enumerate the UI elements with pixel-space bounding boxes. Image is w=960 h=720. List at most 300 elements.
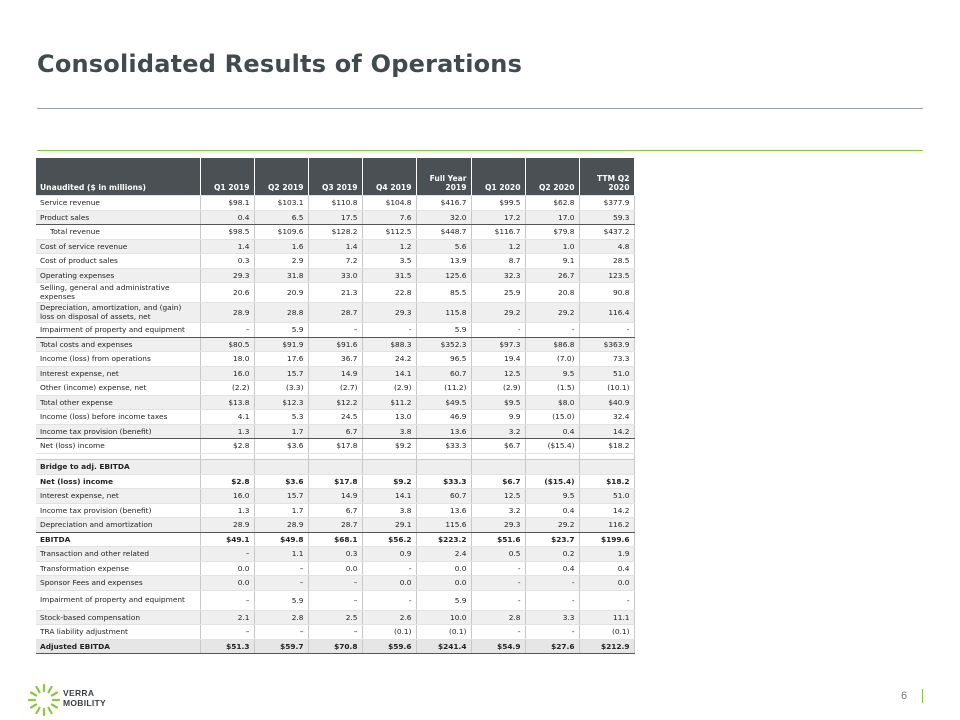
logo-ray [52, 705, 57, 708]
cell-value: (2.9) [471, 381, 525, 396]
cell-value: $98.5 [200, 225, 254, 240]
table-row [36, 489, 634, 504]
cell-value: 28.7 [308, 303, 362, 323]
row-label: Impairment of property and equipment [36, 590, 200, 610]
logo-ray [31, 705, 36, 708]
cell-value: – [254, 576, 308, 591]
row-label: Cost of service revenue [36, 239, 200, 254]
table-row [36, 254, 634, 269]
cell-value: 0.0 [308, 561, 362, 576]
cell-value: 0.0 [200, 561, 254, 576]
cell-value: 0.4 [579, 561, 634, 576]
table-row [36, 439, 634, 454]
cell-value: $79.8 [525, 225, 579, 240]
cell-value: $17.8 [308, 439, 362, 454]
cell-value: 85.5 [416, 283, 471, 303]
cell-value: 17.6 [254, 352, 308, 367]
row-label: Depreciation and amortization [36, 518, 200, 533]
cell-value: 51.0 [579, 366, 634, 381]
cell-value: - [525, 590, 579, 610]
row-label: Transformation expense [36, 561, 200, 576]
cell-value: 31.8 [254, 268, 308, 283]
table-header-row [36, 158, 634, 196]
logo-ray [49, 687, 52, 692]
cell-value: $8.0 [525, 395, 579, 410]
cell-value: ($15.4) [525, 474, 579, 489]
cell-value: 13.0 [362, 410, 416, 425]
table-row [36, 283, 634, 303]
cell-value: 28.9 [200, 303, 254, 323]
cell-value: - [471, 561, 525, 576]
cell-value: 28.9 [200, 518, 254, 533]
cell-value: – [200, 625, 254, 640]
cell-value: $9.2 [362, 474, 416, 489]
cell-value: 13.6 [416, 424, 471, 439]
row-label: Adjusted EBITDA [36, 639, 200, 654]
row-label: Impairment of property and equipment [36, 323, 200, 338]
row-label: Total revenue [36, 225, 200, 240]
cell-value: $9.5 [471, 395, 525, 410]
cell-value: - [525, 323, 579, 338]
cell-value: 51.0 [579, 489, 634, 504]
cell-value: 36.7 [308, 352, 362, 367]
table-row [36, 239, 634, 254]
cell-value: 3.3 [525, 610, 579, 625]
cell-value: 14.9 [308, 489, 362, 504]
row-label: TRA liability adjustment [36, 625, 200, 640]
cell-value: (2.7) [308, 381, 362, 396]
cell-value: $97.3 [471, 337, 525, 352]
cell-value: $62.8 [525, 196, 579, 211]
cell-value: – [200, 547, 254, 562]
cell-value: $103.1 [254, 196, 308, 211]
cell-value: $88.3 [362, 337, 416, 352]
cell-value: 5.9 [416, 590, 471, 610]
cell-value: $49.5 [416, 395, 471, 410]
cell-value: 9.5 [525, 489, 579, 504]
cell-value: 1.0 [525, 239, 579, 254]
row-label: Income tax provision (benefit) [36, 424, 200, 439]
column-header: Q3 2019 [308, 158, 362, 196]
row-label: Sponsor Fees and expenses [36, 576, 200, 591]
cell-value: 0.3 [308, 547, 362, 562]
cell-value: 2.8 [471, 610, 525, 625]
cell-value: (10.1) [579, 381, 634, 396]
cell-value: - [362, 561, 416, 576]
cell-value: $363.9 [579, 337, 634, 352]
cell-value: 0.0 [362, 576, 416, 591]
table-row [36, 395, 634, 410]
cell-value: 17.0 [525, 210, 579, 225]
cell-value: 0.0 [579, 576, 634, 591]
cell-value: 17.5 [308, 210, 362, 225]
cell-value: (0.1) [416, 625, 471, 640]
logo-ray [37, 708, 40, 713]
cell-value: 115.6 [416, 518, 471, 533]
cell-value: 25.9 [471, 283, 525, 303]
row-label: Operating expenses [36, 268, 200, 283]
cell-value: - [471, 323, 525, 338]
cell-value: 96.5 [416, 352, 471, 367]
cell-value: $40.9 [579, 395, 634, 410]
cell-value: 13.6 [416, 503, 471, 518]
cell-value: 0.4 [525, 424, 579, 439]
cell-value: $51.6 [471, 532, 525, 547]
cell-value: 1.2 [362, 239, 416, 254]
cell-value: - [471, 625, 525, 640]
cell-value: - [362, 590, 416, 610]
cell-value: 14.1 [362, 489, 416, 504]
table-row [36, 196, 634, 211]
cell-value: 28.9 [254, 518, 308, 533]
cell-value: 7.6 [362, 210, 416, 225]
cell-value: 123.5 [579, 268, 634, 283]
cell-value: $91.6 [308, 337, 362, 352]
cell-value: 3.2 [471, 424, 525, 439]
table-row [36, 210, 634, 225]
cell-value: 6.7 [308, 503, 362, 518]
cell-value: 116.4 [579, 303, 634, 323]
column-header: TTM Q2 2020 [579, 158, 634, 196]
cell-value: 2.9 [254, 254, 308, 269]
cell-value: 16.0 [200, 366, 254, 381]
cell-value: (15.0) [525, 410, 579, 425]
cell-value: 28.8 [254, 303, 308, 323]
column-header: Q2 2019 [254, 158, 308, 196]
cell-value: 14.9 [308, 366, 362, 381]
table-row [36, 518, 634, 533]
cell-value: 2.1 [200, 610, 254, 625]
results-table [36, 158, 635, 654]
cell-value: (1.5) [525, 381, 579, 396]
row-label: Interest expense, net [36, 489, 200, 504]
cell-value: 19.4 [471, 352, 525, 367]
cell-value: $377.9 [579, 196, 634, 211]
cell-value: $33.3 [416, 474, 471, 489]
cell-value: $212.9 [579, 639, 634, 654]
cell-value: 29.1 [362, 518, 416, 533]
cell-value: $27.6 [525, 639, 579, 654]
cell-value: $18.2 [579, 439, 634, 454]
cell-value: 2.6 [362, 610, 416, 625]
cell-value: $2.8 [200, 474, 254, 489]
table-row [36, 625, 634, 640]
cell-value: $49.1 [200, 532, 254, 547]
row-label: Depreciation, amortization, and (gain) loss on disposal of assets, net [36, 303, 200, 323]
cell-value: 115.8 [416, 303, 471, 323]
cell-value: 1.9 [579, 547, 634, 562]
cell-value: - [525, 625, 579, 640]
cell-value: 3.2 [471, 503, 525, 518]
column-header: Q1 2019 [200, 158, 254, 196]
table-row [36, 576, 634, 591]
row-label: Total costs and expenses [36, 337, 200, 352]
accent-divider [37, 150, 923, 151]
title-divider [37, 108, 923, 109]
cell-value: $448.7 [416, 225, 471, 240]
cell-value: 59.3 [579, 210, 634, 225]
cell-value: $17.8 [308, 474, 362, 489]
cell-value: – [308, 625, 362, 640]
table-row [36, 366, 634, 381]
cell-value: 0.3 [200, 254, 254, 269]
cell-value: 5.6 [416, 239, 471, 254]
cell-value: (0.1) [579, 625, 634, 640]
cell-value: 73.3 [579, 352, 634, 367]
cell-value: – [254, 625, 308, 640]
cell-value: 8.7 [471, 254, 525, 269]
cell-value: (0.1) [362, 625, 416, 640]
cell-value: 1.6 [254, 239, 308, 254]
cell-value: 18.0 [200, 352, 254, 367]
cell-value: 13.9 [416, 254, 471, 269]
cell-value: – [308, 590, 362, 610]
cell-value: 0.4 [525, 503, 579, 518]
cell-value: 0.2 [525, 547, 579, 562]
column-header: Q4 2019 [362, 158, 416, 196]
row-label: Cost of product sales [36, 254, 200, 269]
cell-value: 1.1 [254, 547, 308, 562]
cell-value: 29.2 [525, 303, 579, 323]
cell-value: 2.5 [308, 610, 362, 625]
row-label: Net (loss) income [36, 439, 200, 454]
table-row [36, 474, 634, 489]
footer-accent-bar [922, 689, 923, 703]
row-label: Interest expense, net [36, 366, 200, 381]
cell-value: 125.6 [416, 268, 471, 283]
cell-value: $110.8 [308, 196, 362, 211]
cell-value: $68.1 [308, 532, 362, 547]
cell-value: $128.2 [308, 225, 362, 240]
cell-value: 0.0 [416, 576, 471, 591]
cell-value: – [308, 323, 362, 338]
cell-value: 20.6 [200, 283, 254, 303]
cell-value: 14.2 [579, 424, 634, 439]
table-row [36, 503, 634, 518]
cell-value: 9.1 [525, 254, 579, 269]
cell-value: ($15.4) [525, 439, 579, 454]
cell-value: 10.0 [416, 610, 471, 625]
cell-value: 2.4 [416, 547, 471, 562]
cell-value: 0.4 [525, 561, 579, 576]
row-label: Other (income) expense, net [36, 381, 200, 396]
table-row [36, 303, 634, 323]
cell-value: $91.9 [254, 337, 308, 352]
cell-value: (2.9) [362, 381, 416, 396]
cell-value: $98.1 [200, 196, 254, 211]
cell-value: - [525, 576, 579, 591]
column-header: Q2 2020 [525, 158, 579, 196]
cell-value: 26.7 [525, 268, 579, 283]
cell-value: $56.2 [362, 532, 416, 547]
logo-line-1: VERRA [63, 688, 95, 698]
cell-value: 32.0 [416, 210, 471, 225]
cell-value: 6.7 [308, 424, 362, 439]
cell-value: 7.2 [308, 254, 362, 269]
row-label: Product sales [36, 210, 200, 225]
table-row [36, 410, 634, 425]
cell-value: 5.9 [416, 323, 471, 338]
cell-value: 29.3 [471, 518, 525, 533]
cell-value: 5.9 [254, 323, 308, 338]
page-title: Consolidated Results of Operations [37, 50, 523, 78]
row-label: Selling, general and administrative expenses [36, 283, 200, 303]
cell-value: 33.0 [308, 268, 362, 283]
cell-value: 29.3 [200, 268, 254, 283]
table-row [36, 590, 634, 610]
cell-value: 0.0 [416, 561, 471, 576]
cell-value: $59.6 [362, 639, 416, 654]
bridge-section-header [36, 459, 634, 474]
cell-value: 1.4 [200, 239, 254, 254]
cell-value: 1.2 [471, 239, 525, 254]
table-row [36, 225, 634, 240]
verra-mobility-logo-icon [26, 682, 62, 718]
cell-value: 12.5 [471, 366, 525, 381]
cell-value: 32.4 [579, 410, 634, 425]
row-label: EBITDA [36, 532, 200, 547]
cell-value: – [254, 561, 308, 576]
cell-value: $12.3 [254, 395, 308, 410]
cell-value: 15.7 [254, 366, 308, 381]
cell-value: 29.2 [471, 303, 525, 323]
cell-value: 9.9 [471, 410, 525, 425]
cell-value: – [200, 590, 254, 610]
column-header: Full Year 2019 [416, 158, 471, 196]
cell-value: 0.0 [200, 576, 254, 591]
cell-value: $3.6 [254, 439, 308, 454]
cell-value: 5.9 [254, 590, 308, 610]
cell-value: $223.2 [416, 532, 471, 547]
logo-ray [37, 687, 40, 692]
cell-value: $33.3 [416, 439, 471, 454]
cell-value: 31.5 [362, 268, 416, 283]
cell-value: 16.0 [200, 489, 254, 504]
cell-value: 20.9 [254, 283, 308, 303]
table-row [36, 424, 634, 439]
table-row [36, 381, 634, 396]
cell-value: 22.8 [362, 283, 416, 303]
cell-value: $13.8 [200, 395, 254, 410]
cell-value: $80.5 [200, 337, 254, 352]
cell-value: $70.8 [308, 639, 362, 654]
cell-value: $109.6 [254, 225, 308, 240]
page-number: 6 [901, 690, 908, 702]
cell-value: 32.3 [471, 268, 525, 283]
row-label: Total other expense [36, 395, 200, 410]
cell-value: 11.1 [579, 610, 634, 625]
table-row [36, 610, 634, 625]
logo-ray [52, 693, 57, 696]
header-label: Unaudited ($ in millions) [36, 158, 200, 196]
cell-value: $9.2 [362, 439, 416, 454]
cell-value: $352.3 [416, 337, 471, 352]
row-label: Stock-based compensation [36, 610, 200, 625]
table-row [36, 337, 634, 352]
cell-value: 0.4 [200, 210, 254, 225]
cell-value: $54.9 [471, 639, 525, 654]
cell-value: $112.5 [362, 225, 416, 240]
cell-value: 29.3 [362, 303, 416, 323]
table-row [36, 561, 634, 576]
cell-value: 1.3 [200, 424, 254, 439]
cell-value: 60.7 [416, 489, 471, 504]
cell-value: - [579, 590, 634, 610]
cell-value: 3.8 [362, 503, 416, 518]
cell-value: 4.1 [200, 410, 254, 425]
cell-value: 14.1 [362, 366, 416, 381]
table-row [36, 532, 634, 547]
cell-value: 12.5 [471, 489, 525, 504]
cell-value: $199.6 [579, 532, 634, 547]
logo-ray [49, 708, 52, 713]
row-label: Service revenue [36, 196, 200, 211]
table-row [36, 268, 634, 283]
logo-ray [31, 693, 36, 696]
cell-value: $49.8 [254, 532, 308, 547]
cell-value: 2.8 [254, 610, 308, 625]
cell-value: 20.8 [525, 283, 579, 303]
cell-value: (11.2) [416, 381, 471, 396]
cell-value: $23.7 [525, 532, 579, 547]
table-row [36, 323, 634, 338]
cell-value: 24.2 [362, 352, 416, 367]
cell-value: 15.7 [254, 489, 308, 504]
cell-value: 0.5 [471, 547, 525, 562]
cell-value: 0.9 [362, 547, 416, 562]
cell-value: (7.0) [525, 352, 579, 367]
cell-value: 60.7 [416, 366, 471, 381]
cell-value: $51.3 [200, 639, 254, 654]
cell-value: $6.7 [471, 439, 525, 454]
cell-value: 1.7 [254, 424, 308, 439]
cell-value: $18.2 [579, 474, 634, 489]
adjusted-ebitda-row [36, 639, 634, 654]
cell-value: 4.8 [579, 239, 634, 254]
cell-value: - [471, 590, 525, 610]
cell-value: 3.8 [362, 424, 416, 439]
cell-value: 1.3 [200, 503, 254, 518]
cell-value: 28.7 [308, 518, 362, 533]
cell-value: - [579, 323, 634, 338]
cell-value: $437.2 [579, 225, 634, 240]
cell-value: 21.3 [308, 283, 362, 303]
cell-value: 1.4 [308, 239, 362, 254]
cell-value: $11.2 [362, 395, 416, 410]
cell-value: $6.7 [471, 474, 525, 489]
cell-value: - [471, 576, 525, 591]
table-row [36, 352, 634, 367]
cell-value: 116.2 [579, 518, 634, 533]
cell-value: $3.6 [254, 474, 308, 489]
row-label: Income tax provision (benefit) [36, 503, 200, 518]
cell-value: 90.8 [579, 283, 634, 303]
row-label: Net (loss) income [36, 474, 200, 489]
cell-value: $86.8 [525, 337, 579, 352]
cell-value: $104.8 [362, 196, 416, 211]
logo-line-2: MOBILITY [63, 698, 107, 708]
cell-value: $416.7 [416, 196, 471, 211]
cell-value: – [200, 323, 254, 338]
cell-value: 46.9 [416, 410, 471, 425]
cell-value: $116.7 [471, 225, 525, 240]
column-header: Q1 2020 [471, 158, 525, 196]
bridge-title: Bridge to adj. EBITDA [36, 459, 200, 474]
row-label: Income (loss) before income taxes [36, 410, 200, 425]
table-row [36, 547, 634, 562]
cell-value: $2.8 [200, 439, 254, 454]
cell-value: (2.2) [200, 381, 254, 396]
